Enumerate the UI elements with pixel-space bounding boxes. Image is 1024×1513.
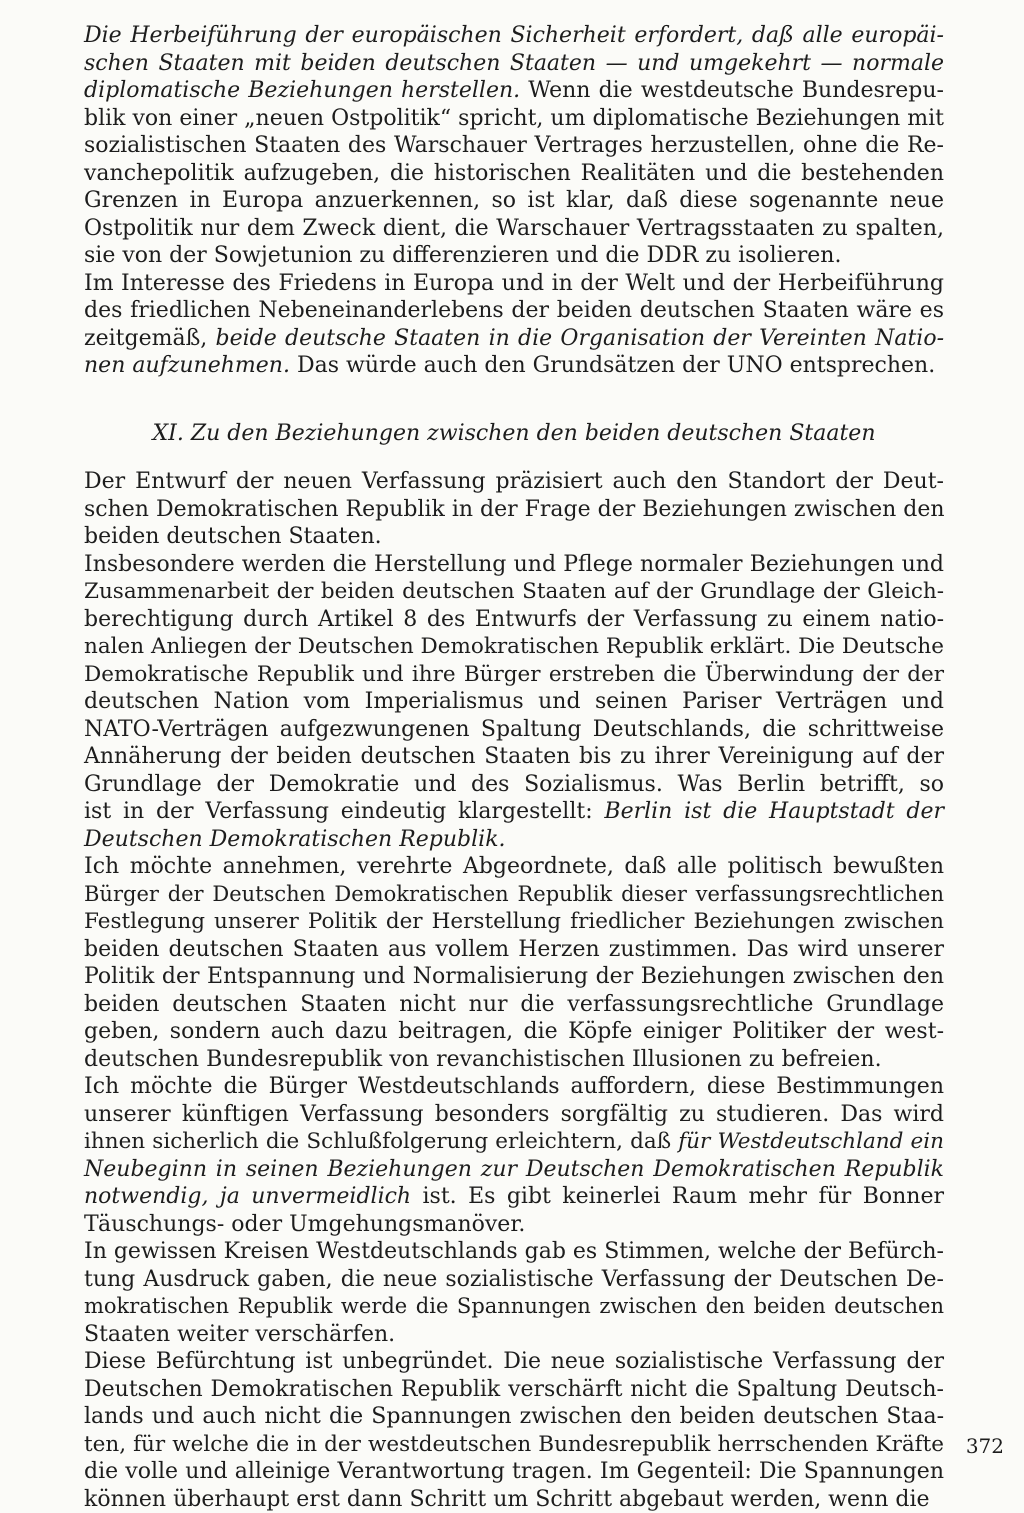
text-run: Ich möchte die Bürger Westdeutschlands auffordern, diese Bestimmungen (84, 1074, 944, 1099)
text-line (84, 1376, 944, 1404)
text-run: Festlegung unserer Politik der Herstellung friedlicher Beziehungen zwischen (84, 909, 944, 934)
text-run: Ich möchte annehmen, verehrte Abgeordnete, daß alle politisch bewußten (84, 854, 944, 879)
text-line (84, 1403, 944, 1431)
text-line (84, 22, 944, 50)
section-heading: XI. Zu den Beziehungen zwischen den beiden deutschen Staaten (84, 420, 944, 448)
text-run: Zusammenarbeit der beiden deutschen Staaten auf der Grundlage der Gleich- (84, 579, 944, 604)
emphasized-text: beide deutsche Staaten in die Organisation der Vereinten Natio- (216, 326, 944, 351)
paragraph (84, 853, 944, 1073)
text-line (84, 771, 944, 799)
text-line (84, 1128, 944, 1156)
text-line (84, 215, 944, 243)
text-line (84, 633, 944, 661)
text-line (84, 1101, 944, 1129)
text-line (84, 468, 944, 496)
text-line (84, 826, 944, 854)
text-line (84, 908, 944, 936)
text-line (84, 1486, 944, 1513)
text-run: Der Entwurf der neuen Verfassung präzisiert auch den Standort der Deut- (84, 469, 944, 494)
text-run: lands und auch nicht die Spannungen zwischen den beiden deutschen Staa- (84, 1404, 944, 1429)
paragraph (84, 22, 944, 270)
text-run: beiden deutschen Staaten. (84, 524, 382, 549)
text-line (84, 716, 944, 744)
text-run: beiden deutschen Staaten nicht nur die verfassungsrechtliche Grundlage (84, 992, 944, 1017)
text-run: unserer künftigen Verfassung besonders sorgfältig zu studieren. Das wird (84, 1102, 944, 1127)
text-run: Grenzen in Europa anzuerkennen, so ist klar, daß diese sogenannte neue (84, 188, 944, 213)
emphasized-text: notwendig, ja unvermeidlich (84, 1184, 411, 1209)
text-run: vanchepolitik aufzugeben, die historischen Realitäten und die bestehenden (84, 161, 944, 186)
text-run: Das würde auch den Grundsätzen der UNO entsprechen. (290, 353, 935, 378)
text-line (84, 77, 944, 105)
paragraph (84, 1073, 944, 1238)
text-run: Täuschungs- oder Umgehungsmanöver. (84, 1212, 525, 1237)
text-line (84, 551, 944, 579)
text-run: können überhaupt erst dann Schritt um Schritt abgebaut werden, wenn die (84, 1487, 930, 1512)
text-line (84, 1266, 944, 1294)
text-run: Insbesondere werden die Herstellung und Pflege normaler Beziehungen und (84, 552, 944, 577)
paragraph (84, 1238, 944, 1348)
text-line (84, 187, 944, 215)
text-run: die volle und alleinige Verantwortung tragen. Im Gegenteil: Die Spannungen (84, 1459, 944, 1484)
paragraph (84, 468, 944, 551)
text-line (84, 743, 944, 771)
text-line (84, 270, 944, 298)
text-line (84, 1211, 944, 1239)
paragraph (84, 1348, 944, 1513)
text-line (84, 606, 944, 634)
document-page (84, 22, 944, 1513)
text-run: In gewissen Kreisen Westdeutschlands gab es Stimmen, welche der Befürch- (84, 1239, 944, 1264)
page-number: 372 (966, 1434, 1004, 1458)
text-line (84, 1156, 944, 1184)
text-line (84, 523, 944, 551)
text-run: Ostpolitik nur dem Zweck dient, die Warschauer Vertragsstaaten zu spalten, (84, 216, 944, 241)
emphasized-text: schen Staaten mit beiden deutschen Staaten — und umgekehrt — normale (84, 51, 944, 76)
paragraph (84, 270, 944, 380)
emphasized-text: nen aufzunehmen. (84, 353, 290, 378)
text-line (84, 853, 944, 881)
text-run: Bürger der Deutschen Demokratischen Republik dieser verfassungsrechtlichen (84, 882, 944, 906)
text-run: tung Ausdruck gaben, die neue sozialistische Verfassung der Deutschen De- (84, 1267, 944, 1292)
emphasized-text: Deutschen Demokratischen Republik. (84, 827, 506, 852)
text-run: ist in der Verfassung eindeutig klargestellt: (84, 799, 604, 824)
text-run: mokratischen Republik werde die Spannungen zwischen den beiden deutschen (84, 1294, 944, 1318)
text-line (84, 688, 944, 716)
text-run: nalen Anliegen der Deutschen Demokratischen Republik erklärt. Die Deutsche (84, 634, 944, 659)
text-run: sozialistischen Staaten des Warschauer Vertrages herzustellen, ohne die Re- (84, 133, 944, 158)
text-line (84, 132, 944, 160)
text-line (84, 1238, 944, 1266)
text-run: Im Interesse des Friedens in Europa und in der Welt und der Herbeiführung (84, 271, 944, 296)
text-line (84, 963, 944, 991)
text-run: Staaten weiter verschärfen. (84, 1322, 395, 1347)
text-run: deutschen Nation vom Imperialismus und seinen Pariser Verträgen und (84, 689, 944, 714)
text-run: berechtigung durch Artikel 8 des Entwurfs der Verfassung zu einem natio- (84, 607, 944, 632)
text-run: Politik der Entspannung und Normalisierung der Beziehungen zwischen den (84, 964, 944, 989)
text-line (84, 936, 944, 964)
text-line (84, 1458, 944, 1486)
text-line (84, 352, 944, 380)
text-line (84, 160, 944, 188)
emphasized-text: Die Herbeiführung der europäischen Sicherheit erfordert, daß alle europäi- (84, 23, 944, 48)
text-line (84, 1293, 944, 1321)
text-line (84, 881, 944, 909)
text-run: beiden deutschen Staaten aus vollem Herzen zustimmen. Das wird unserer (84, 937, 944, 962)
text-run: Diese Befürchtung ist unbegründet. Die neue sozialistische Verfassung der (84, 1349, 944, 1374)
text-run: Deutschen Demokratischen Republik verschärft nicht die Spaltung Deutsch- (84, 1377, 944, 1402)
text-line (84, 1348, 944, 1376)
text-run: ihnen sicherlich die Schlußfolgerung erleichtern, daß (84, 1129, 678, 1154)
text-run: deutschen Bundesrepublik von revanchistischen Illusionen zu befreien. (84, 1047, 882, 1072)
text-line (84, 1431, 944, 1459)
text-run: zeitgemäß, (84, 326, 216, 351)
text-run: schen Demokratischen Republik in der Frage der Beziehungen zwischen den (84, 497, 945, 522)
text-run: Wenn die westdeutsche Bundesrepu- (520, 78, 944, 103)
text-run: Grundlage der Demokratie und des Sozialismus. Was Berlin betrifft, so (84, 772, 944, 797)
text-run: blik von einer „neuen Ostpolitik“ spricht, um diplomatische Beziehungen mit (84, 106, 944, 131)
text-line (84, 1183, 944, 1211)
text-line (84, 325, 944, 353)
text-line (84, 991, 944, 1019)
emphasized-text: diplomatische Beziehungen herstellen. (84, 78, 520, 103)
text-line (84, 1046, 944, 1074)
text-line (84, 661, 944, 689)
text-line (84, 1321, 944, 1349)
text-run: Annäherung der beiden deutschen Staaten bis zu ihrer Vereinigung auf der (84, 744, 944, 769)
text-run: geben, sondern auch dazu beitragen, die Köpfe einiger Politiker der west- (84, 1019, 944, 1044)
text-run: Demokratische Republik und ihre Bürger erstreben die Überwindung der der (84, 662, 944, 687)
text-run: ten, für welche die in der westdeutschen Bundesrepublik herrschenden Kräfte (84, 1432, 944, 1457)
emphasized-text: Berlin ist die Hauptstadt der (604, 799, 944, 824)
text-run: sie von der Sowjetunion zu differenzieren und die DDR zu isolieren. (84, 243, 841, 268)
text-run: des friedlichen Nebeneinanderlebens der beiden deutschen Staaten wäre es (84, 298, 944, 323)
text-run: ist. Es gibt keinerlei Raum mehr für Bonner (411, 1184, 944, 1209)
emphasized-text: Neubeginn in seinen Beziehungen zur Deutschen Demokratischen Republik (84, 1157, 944, 1182)
text-run: NATO-Verträgen aufgezwungenen Spaltung Deutschlands, die schrittweise (84, 717, 944, 742)
text-line (84, 798, 944, 826)
text-line (84, 105, 944, 133)
text-line (84, 496, 944, 524)
text-line (84, 297, 944, 325)
text-line (84, 578, 944, 606)
text-line (84, 1073, 944, 1101)
paragraph (84, 551, 944, 854)
emphasized-text: für Westdeutschland ein (678, 1129, 944, 1154)
text-line (84, 1018, 944, 1046)
text-line (84, 50, 944, 78)
text-line (84, 242, 944, 270)
